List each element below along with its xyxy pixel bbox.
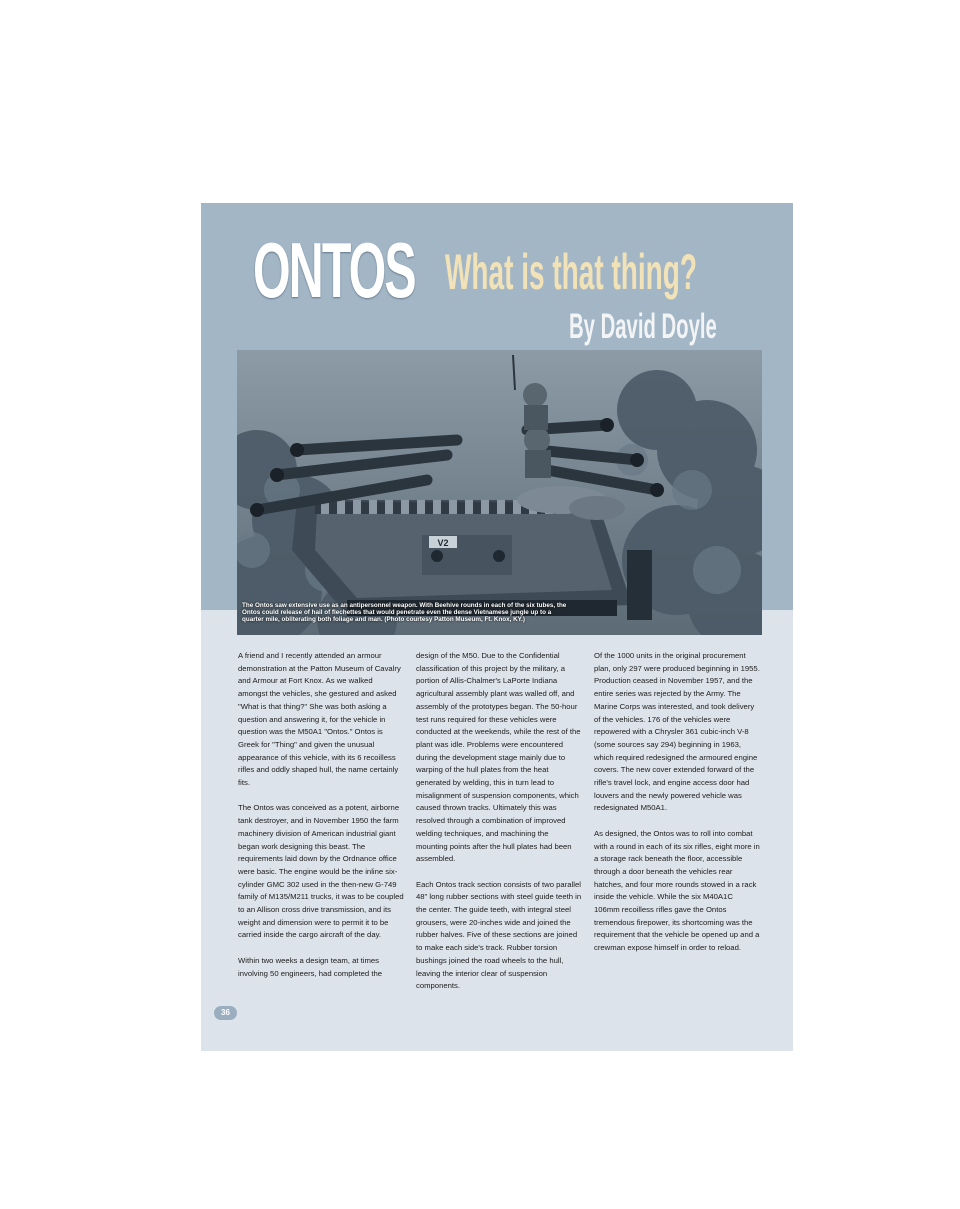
tank-illustration [237, 350, 762, 635]
vehicle-plate: V2 [437, 538, 449, 548]
text-column-2 [416, 650, 582, 1006]
article-title: ONTOS [253, 226, 415, 314]
paragraph: The Ontos was conceived as a potent, airborne tank destroyer, and in November 1950 the farm machinery division of American industrial giant began work designing this beast. The requirements laid down by the Ordnance office were basic. The engine would be the inline six-cylinder GMC 302 used in the then-new G-749 family of M135/M211 trucks, it was to be coupled to an Allison cross drive transmission, and its weight and dimension were to permit it to be carried inside the cargo aircraft of the day. [238, 803, 404, 940]
magazine-page [201, 203, 793, 1051]
text-column-3 [594, 650, 760, 968]
paragraph: Of the 1000 units in the original procurement plan, only 297 were produced beginning in 1955. Production ceased in November 1957, and the entire series was rejected by the Army. The Marine Corps was interested, and took delivery of the vehicles. 176 of the vehicles were repowered with a Chrysler 361 cubic-inch V-8 (some sources say 294) beginning in 1963, which required redesigned the armoured engine covers. The new cover extended forward of the rifle's travel lock, and engine access door had louvers and the newly powered vehicle was redesignated M50A1. [594, 651, 760, 813]
paragraph: Within two weeks a design team, at times involving 50 engineers, had completed the [238, 955, 383, 978]
ontos-tank-photo [237, 350, 762, 635]
page-number-badge: 36 [214, 1006, 237, 1020]
paragraph: design of the M50. Due to the Confidential classification of this project by the military, a portion of Allis-Chalmer's LaPorte Indiana agricultural assembly plant was walled off, and assembly of the prototypes began. The 50-hour test runs required for these vehicles were conducted at the weekends, while the rest of the plant was idle. Problems were encountered during the development stage mainly due to warping of the hull plates from the heat generated by welding, this in turn lead to misalignment of suspension components, which caused thrown tracks. Ultimately this was resolved through a combination of improved welding techniques, and machining the mounting points after the hull plates had been assembled. [416, 651, 581, 864]
photo-caption: The Ontos saw extensive use as an antipersonnel weapon. With Beehive rounds in each of the six tubes, the Ontos could release of hail of flechettes that would penetrate even the dense Vietnamese jungle up to a quarter mile, obliterating both foliage and man. (Photo courtesy Patton Museum, Ft. Knox, KY.) [242, 602, 567, 623]
text-column-1 [238, 650, 404, 993]
author-byline: By David Doyle [569, 307, 717, 346]
paragraph: Each Ontos track section consists of two parallel 48" long rubber sections with steel guide teeth in the center. The guide teeth, with integral steel grousers, were 20-inches wide and joined the rubber halves. Five of these sections are joined to make each side's track. Rubber torsion bushings joined the road wheels to the hull, leaving the interior clear of suspension components. [416, 879, 582, 991]
article-subtitle: What is that thing? [445, 244, 697, 300]
paragraph: As designed, the Ontos was to roll into combat with a round in each of its six rifles, eight more in a storage rack beneath the floor, accessible through a door beneath the vehicles rear hatches, and four more rounds stowed in a rack inside the vehicle. While the six M40A1C 106mm recoilless rifles gave the Ontos tremendous firepower, its shortcoming was the requirement that the vehicle be opened up and a crewman expose himself in order to reload. [594, 828, 760, 953]
paragraph: A friend and I recently attended an armour demonstration at the Patton Museum of Cavalry and Armour at Fort Knox. As we walked amongst the vehicles, she gestured and asked "What is that thing?" She was both asking a question and answering it, for the vehicle in question was the M50A1 "Ontos." Ontos is Greek for "Thing" and given the unusual appearance of this vehicle, with its 6 recoilless rifles and oddly shaped hull, the name certainly fits. [238, 651, 401, 788]
